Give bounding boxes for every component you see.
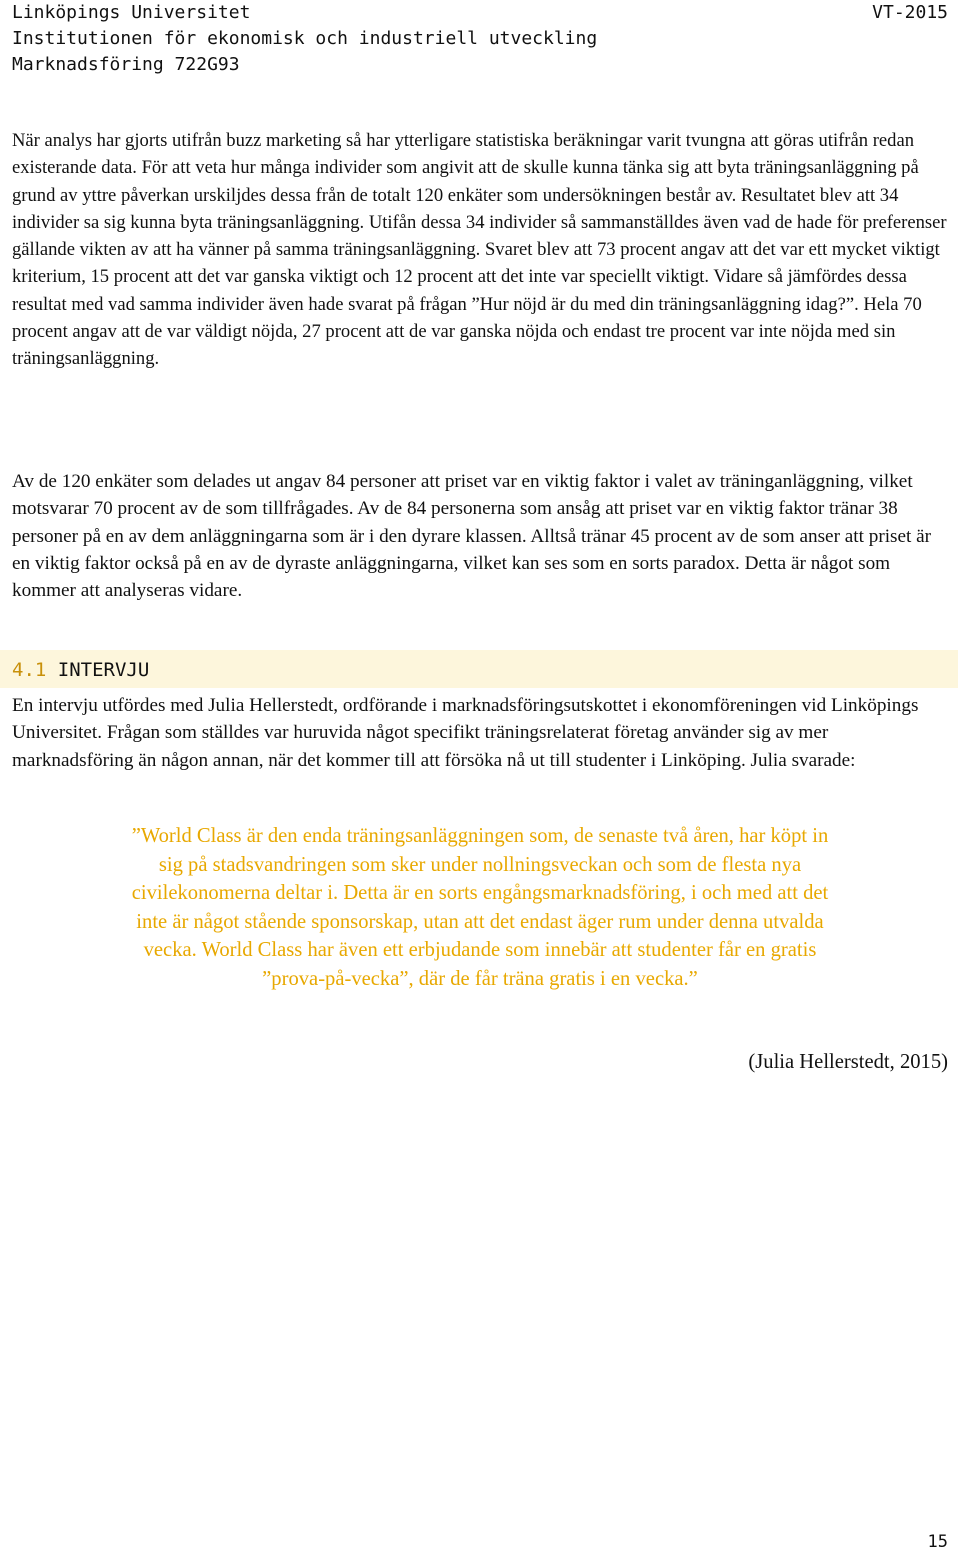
header-university: Linköpings Universitet xyxy=(12,2,251,23)
interview-quote: ”World Class är den enda träningsanläggningen som, de senaste två åren, har köpt in sig på stadsvandringen som sker under nollningsveckan och som de flesta nya civilekonomerna deltar i. Detta är en sorts engångsmarknadsföring, i och med att det inte är något stående sponsorskap, utan att det endast äger rum under denna utvalda vecka. World Class har även ett erbjudande som innebär att studenter får en gratis ”prova-på-vecka”, där de får träna gratis i en vecka.” xyxy=(131,825,829,990)
section-title: INTERVJU xyxy=(57,659,150,681)
header-course: Marknadsföring 722G93 xyxy=(12,54,240,75)
paragraph-interview-intro: En intervju utfördes med Julia Hellerstedt, ordförande i marknadsföringsutskottet i ekonomföreningen vid Linköpings Universitet. Frågan som ställdes var huruvida något specifikt träningsrelaterat företag använder sig av mer marknadsföring än någon annan, när det kommer till att försöka nå ut till studenter i Linköping. Julia svarade: xyxy=(12,695,919,771)
page-header xyxy=(12,0,948,78)
quote-citation: (Julia Hellerstedt, 2015) xyxy=(748,1051,948,1073)
header-term: VT-2015 xyxy=(872,2,948,23)
header-department: Institutionen för ekonomisk och industriell utveckling xyxy=(12,28,598,49)
paragraph-price-factor: Av de 120 enkäter som delades ut angav 84 personer att priset var en viktig faktor i valet av träninganläggning, vilket motsvarar 70 procent av de som tillfrågades. Av de 84 personerna som ansåg att priset var en viktig faktor tränar 38 personer på en av dem anläggningarna som är i den dyrare klassen. Alltså tränar 45 procent av de som anser att priset är en viktig faktor också på en av de dyraste anläggningarna, vilket kan ses som en sorts paradox. Detta är något som kommer att analyseras vidare. xyxy=(12,471,932,602)
header-top-row xyxy=(12,0,948,26)
page-number: 15 xyxy=(927,1532,948,1552)
paragraph-buzz-analysis: När analys har gjorts utifrån buzz marketing så har ytterligare statistiska beräkningar varit tvungna att göras utifrån redan existerande data. För att veta hur många individer som angivit att de skulle kunna tänka sig att byta träningsanläggning på grund av yttre påverkan urskiljdes dessa från de totalt 120 enkäter som undersökningen består av. Resultatet blev att 34 individer sa sig kunna byta träningsanläggning. Utifån dessa 34 individer så sammanställdes även vad de hade för preferenser gällande vikten av att ha vänner på samma träningsanläggning. Svaret blev att 73 procent angav att det var ett mycket viktigt kriterium, 15 procent att det var ganska viktigt och 12 procent att det inte var speciellt viktigt. Vidare så jämfördes dessa resultat med vad samma individer även hade svarat på frågan ”Hur nöjd är du med din träningsanläggning idag?”. Hela 70 procent angav att de var väldigt nöjda, 27 procent att de var ganska nöjda och endast tre procent var inte nöjda med sin träningsanläggning. xyxy=(12,130,947,370)
section-number: 4.1 xyxy=(12,659,47,681)
section-heading xyxy=(12,657,149,683)
